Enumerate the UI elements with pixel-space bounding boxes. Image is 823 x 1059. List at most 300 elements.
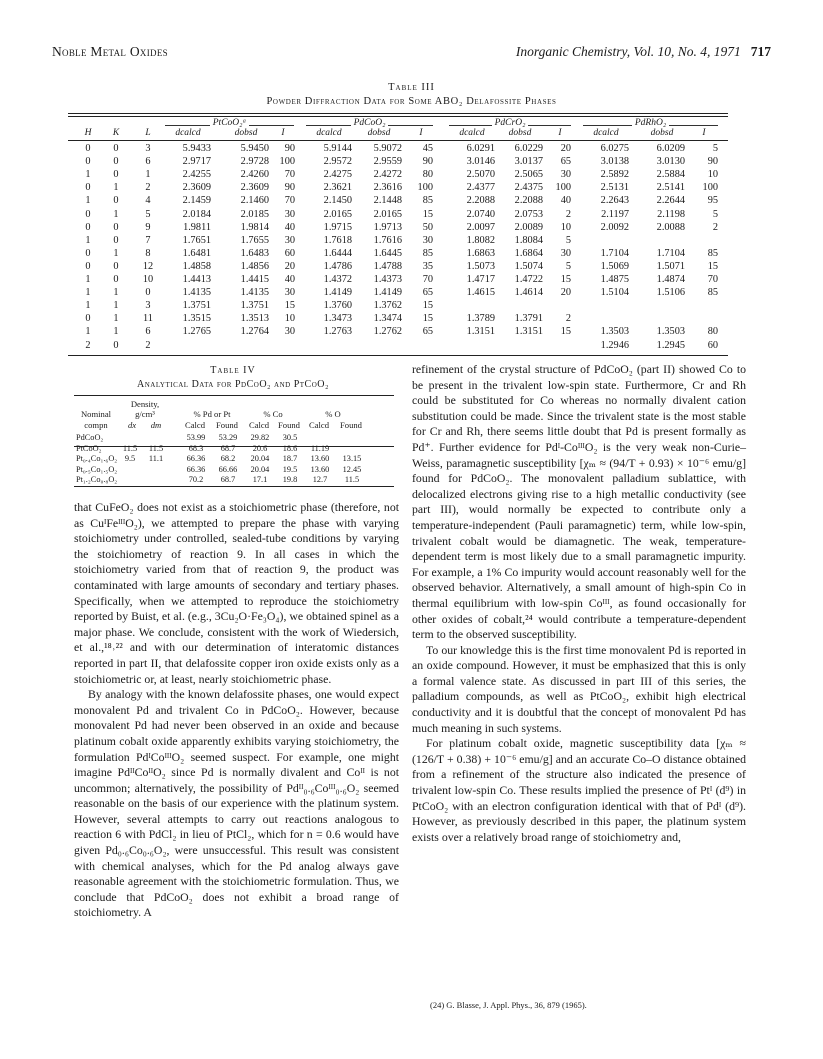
table3-cell: 2.0092 [600, 221, 629, 233]
table3-col-header-6: dcalcd [316, 128, 342, 138]
table3-cell: 1.6481 [182, 247, 211, 259]
table4-bottom-rule [74, 486, 394, 487]
table3-cell: 2.5070 [466, 169, 495, 181]
table3-cell: 8 [145, 247, 151, 259]
table3-cell: 2.9717 [182, 156, 211, 168]
table3-cell: 4 [145, 195, 151, 207]
table3-cell: 1.2946 [600, 339, 629, 351]
table3-cell: 60 [284, 247, 295, 259]
table3-cell: 1 [113, 182, 119, 194]
table3-cell: 2 [145, 182, 151, 194]
table3-cell: 1.3789 [466, 313, 495, 325]
table3-cell: 1 [113, 313, 119, 325]
table3-cell: 90 [707, 156, 718, 168]
table3-cell: 2.3609 [182, 182, 211, 194]
table4-cell: 66.66 [218, 464, 238, 474]
table3-cell: 6 [145, 326, 151, 338]
table3-cell: 2.4375 [514, 182, 543, 194]
table4-cell: 68.7 [220, 443, 236, 453]
table3-cell: 1.7104 [656, 247, 685, 259]
table4-cell: 11.1 [148, 454, 164, 463]
table3-col-header-13: dobsd [650, 128, 674, 138]
table4-label: Table IV [210, 365, 256, 376]
table3-cell: 1.5074 [514, 260, 543, 272]
table3-cell: 1.4135 [182, 287, 211, 299]
table3-cell: 100 [279, 156, 295, 168]
table3-cell: 2.5884 [656, 169, 685, 181]
table3-cell: 1.2764 [240, 326, 269, 338]
table4-cell: 9.5 [124, 454, 136, 463]
table3-cell: 0 [113, 195, 119, 207]
table3-cell: 2.1450 [323, 195, 352, 207]
table3-cell: 30 [284, 287, 295, 299]
table3-cell: 10 [284, 313, 295, 325]
right-text-column [412, 362, 746, 845]
table3-group-label-1: PdCoO₂ [306, 118, 433, 128]
table4-cell: 20.04 [250, 454, 270, 463]
table3-cell: 3.0146 [466, 156, 495, 168]
table4-head-found-3: Found [340, 420, 362, 430]
table3-header-rule [68, 140, 728, 141]
table3-cell: 7 [145, 234, 151, 246]
table3-cell: 2.4255 [182, 169, 211, 181]
table3-cell: 6.0291 [466, 143, 495, 154]
table3-cell: 1.3760 [323, 300, 352, 312]
table3-cell: 1.3473 [323, 313, 352, 325]
table4-cell: Pt₀.₄Co₁.₆O₂ [76, 454, 118, 463]
table4-cell: Pt₀.₅Co₁.₅O₂ [76, 464, 118, 474]
table3-cell: 1 [113, 247, 119, 259]
table3-cell: 50 [422, 221, 433, 233]
table4-cell: 12.45 [342, 464, 362, 474]
table3-cell: 1.3151 [466, 326, 495, 338]
right-paragraph-2: To our knowledge this is the first time monovalent Pd is reported in an oxide compound. However, it must be emphasized that this is only a formal valence state. As discussed in part III of this series, the palladium compounds, as well as PtCoO₂, exhibit high electrical conductivity and it is doubtful that the concept of monovalent Pd has much meaning in such systems. [412, 642, 746, 735]
table3-cell: 2.0165 [373, 208, 402, 220]
table3-col-header-14: I [702, 128, 706, 138]
table3-cell: 1.4858 [182, 260, 211, 272]
table4-head-o: % O [325, 409, 341, 419]
table3-cell: 2.1460 [240, 195, 269, 207]
table3-cell: 2.3616 [373, 182, 402, 194]
table3-cell: 2.2088 [514, 195, 543, 207]
table4-cell: PdCoO₂ [76, 433, 104, 442]
table3-cell: 15 [284, 300, 295, 312]
table3-cell: 6 [145, 156, 151, 168]
table3-cell: 1.6483 [240, 247, 269, 259]
table3-cell: 0 [85, 313, 91, 325]
table3-cell: 1.5071 [656, 260, 685, 272]
table3-cell: 70 [284, 169, 295, 181]
table3-cell: 15 [560, 274, 571, 285]
table3-cell: 2.2643 [600, 195, 629, 207]
table3-cell: 20 [560, 143, 571, 154]
table3-cell: 0 [113, 221, 119, 233]
table3-cell: 6.0229 [514, 143, 543, 154]
table3-cell: 3 [145, 300, 151, 312]
table3-cell: 30 [560, 247, 571, 259]
left-paragraph-2: By analogy with the known delafossite phases, one would expect monovalent Pd and trivalent Co in PdCoO₂. However, because monovalent Pd had never been observed in an oxide and because platinum cobalt oxide apparently exhibits varying stoichiometry, the formulation PdᴵCoᴵᴵᴵO₂ seemed suspect. For example, one might imagine PdᴵᴵCoᴵᴵO₂ since Pd is normally divalent and Coᴵᴵ is not uncommon; alternatively, the possibility of Pdᴵᴵ₀.₆Coᴵᴵᴵ₀.₆O₂ seemed reasonable on the basis of our experience with the platinum system. However, several attempts to carry out reactions analogous to reaction 6 with PdCl₂ in lieu of PtCl₂, which for n = 0.6 would have given Pd₀.₆Co₀.₆O₂, were unsuccessful. This result was consistent with chemical analyses, which for the Pd analog always gave reasonable agreement with the stoichiometric formulation. Thus, we conclude that PdCoO₂ does not exhibit a broad range of stoichiometry. A [74, 687, 399, 920]
table3-cell: 70 [422, 274, 433, 285]
table3-cell: 1.5104 [600, 287, 629, 299]
table3-cell: 1.4149 [323, 287, 352, 299]
table4-cell: 68.2 [220, 454, 236, 463]
table3-cell: 1 [85, 195, 91, 207]
table3-cell: 10 [560, 221, 571, 233]
table3-cell: 0 [85, 182, 91, 194]
table4-head-dm: dm [150, 420, 162, 430]
table3-cell: 1.7651 [182, 234, 211, 246]
table3-cell: 1.4413 [182, 274, 211, 285]
table3-cell: 15 [422, 300, 433, 312]
table3-cell: 20 [560, 287, 571, 299]
table3-cell: 2.1197 [601, 208, 629, 220]
table3-cell: 0 [85, 260, 91, 272]
table4-cell: 66.36 [186, 464, 206, 474]
table4-cell: 12.7 [312, 475, 328, 484]
table3-cell: 1.9715 [323, 221, 352, 233]
table3-cell: 2.3621 [323, 182, 352, 194]
table3-cell: 1.4149 [373, 287, 402, 299]
table3-cell: 2.4272 [373, 169, 402, 181]
table3-cell: 2.0088 [656, 221, 685, 233]
table3-cell: 1.4135 [240, 287, 269, 299]
table3-top-rule [68, 113, 728, 114]
header-section-title: Noble Metal Oxides [52, 44, 168, 59]
table3-cell: 1.2762 [373, 326, 402, 338]
table3-cell: 65 [422, 287, 433, 299]
table3-cell: 90 [284, 143, 295, 154]
table3-cell: 1 [85, 234, 91, 246]
table3-cell: 5 [712, 143, 718, 154]
table3-cell: 1 [85, 287, 91, 299]
table3-cell: 95 [707, 195, 718, 207]
table3-cell: 2.0097 [466, 221, 495, 233]
table3-cell: 1.3762 [373, 300, 402, 312]
table3-cell: 2.4275 [323, 169, 352, 181]
table3-cell: 20 [284, 260, 295, 272]
table3-cell: 1.6444 [323, 247, 352, 259]
table3-cell: 2.9559 [373, 156, 402, 168]
table3-cell: 1.4874 [656, 274, 685, 285]
table3-cell: 15 [707, 260, 718, 272]
table3-col-header-11: I [558, 128, 562, 138]
table3-cell: 70 [284, 195, 295, 207]
table3-cell: 90 [284, 182, 295, 194]
table3-cell: 0 [113, 143, 119, 154]
table3-col-header-8: I [419, 128, 423, 138]
table4-head-calcd-2: Calcd [248, 420, 270, 430]
table3-cell: 60 [707, 339, 718, 351]
table3-cell: 10 [142, 274, 154, 285]
table3-cell: 45 [422, 143, 433, 154]
right-paragraph-1: refinement of the crystal structure of PdCoO₂ (part II) showed Co to be present in the trivalent low-spin state. Furthermore, Cr and Rh could be substituted for Co whereas no normally divalent cation substitution could be made. Since the trivalent state is the most stable for Cr and Rh, there seems little doubt that Pd is present formally as Pd⁺. Further evidence for Pdᴵ-CoᴵᴵᴵO₂ is the very weak non-Curie–Weiss, paramagnetic susceptibility [χₘ ≈ (94/T + 0.93) × 10⁻⁶ emu/g] found for PdCoO₂. The monovalent palladium sublattice, with delocalized electrons giving rise to a high metallic conductivity (see part III), would normally be expected to contribute only a temperature-independent (Pauli paramagnetic) term, while low-spin, trivalent cobalt would be diamagnetic. The weak, temperature-dependent term is most likely due to a small paramagnetic impurity. For example, a 1% Co impurity would account reasonably well for the observed behavior. Alternatively, a small amount of high-spin Co in thermal equilibrium with low-spin Coᴵᴵᴵ, as found occasionally for other oxides of cobalt,²⁴ would contribute a temperature-dependent term to the observed susceptibility. [412, 362, 746, 642]
table4-cell: 68.3 [188, 443, 204, 453]
table3-cell: 2.0089 [514, 221, 543, 233]
table3-cell: 5.9072 [373, 143, 402, 154]
table4-top-rule [74, 395, 394, 396]
table3-cell: 1.5106 [656, 287, 685, 299]
table4-cell: 29.82 [250, 433, 270, 442]
table3-cell: 1.2945 [656, 339, 685, 351]
table3-cell: 2 [565, 208, 571, 220]
table3-cell: 2 [145, 339, 151, 351]
table3-cell: 0 [113, 339, 119, 351]
table3-cell: 2.5141 [656, 182, 685, 194]
table3-cell: 80 [707, 326, 718, 338]
table3-cell: 1.6864 [514, 247, 543, 259]
table4-cell: 20.04 [250, 464, 270, 474]
table3-cell: 30 [422, 234, 433, 246]
table4-cell: 66.36 [186, 454, 206, 463]
table4-cell: 70.2 [188, 475, 204, 484]
table3-cell: 0 [85, 221, 91, 233]
header-page-number: 717 [750, 44, 771, 59]
table3-cell: 1.4614 [514, 287, 543, 299]
table4-cell: 13.60 [310, 454, 330, 463]
table3-cell: 15 [422, 208, 433, 220]
table3-cell: 3 [145, 143, 151, 154]
right-paragraph-3: For platinum cobalt oxide, magnetic susceptibility data [χₘ ≈ (126/T + 0.38) + 10⁻⁶ emu/g] and an accurate Co–O distance obtained from a refinement of the structure also indicated the presence of trivalent low-spin Co. These results implied the presence of Ptᴵ (d⁹) in PtCoO₂ with an electron configuration identical with that of Pdᴵ (d⁹). However, as previously described in this paper, the platinum system exists over a relatively broad range of stoichiometry and, [412, 736, 746, 844]
table3-cell: 15 [560, 326, 571, 338]
table3-col-header-3: dcalcd [175, 128, 201, 138]
table3-cell: 2.1198 [657, 208, 685, 220]
table3-cell: 0 [113, 260, 119, 272]
table3-cell: 1.9811 [183, 221, 211, 233]
table3-cell: 2.4377 [466, 182, 495, 194]
table3-cell: 1.4615 [466, 287, 495, 299]
table3-cell: 0 [85, 208, 91, 220]
table3-cell: 2.5892 [600, 169, 629, 181]
table3-cell: 90 [422, 156, 433, 168]
table4-head-compn: compn [84, 420, 108, 430]
table3-cell: 1.3503 [656, 326, 685, 338]
table3-cell: 5.9433 [182, 143, 211, 154]
table3-caption: Powder Diffraction Data for Some ABO₂ Delafossite Phases [266, 96, 557, 107]
table3-cell: 12 [142, 260, 154, 272]
table3-cell: 30 [284, 208, 295, 220]
table4-cell: 68.7 [220, 475, 236, 484]
table3-cell: 1.4373 [373, 274, 402, 285]
table3-cell: 1.3513 [240, 313, 269, 325]
table3-cell: 3.0138 [600, 156, 629, 168]
table3-col-header-1: K [112, 128, 120, 138]
table4-head-gcm: g/cm³ [135, 409, 155, 419]
left-text-column [74, 500, 399, 921]
table3-cell: 5 [565, 260, 571, 272]
table3-cell: 1 [85, 300, 91, 312]
table3-cell: 1 [85, 274, 91, 285]
table3-cell: 1 [85, 169, 91, 181]
table4-cell: 11.5 [122, 443, 138, 453]
table3-group-label-0: PtCoO₂ᵃ [165, 118, 294, 128]
table3-cell: 85 [707, 287, 718, 299]
table3-cell: 2.0740 [466, 208, 495, 220]
table3-cell: 5.9450 [240, 143, 269, 154]
table3-cell: 1 [113, 287, 119, 299]
table4-head-calcd-3: Calcd [308, 420, 330, 430]
table3-cell: 1 [85, 326, 91, 338]
table3-cell: 1.9814 [240, 221, 269, 233]
table3-cell: 5 [145, 208, 151, 220]
table3-cell: 2.0184 [182, 208, 211, 220]
table3-cell: 0 [113, 169, 119, 181]
table3-cell: 1.7655 [240, 234, 269, 246]
left-paragraph-1: that CuFeO₂ does not exist as a stoichiometric phase (therefore, not as CuᴵFeᴵᴵᴵO₂), we attempted to prepare the phase with varying stoichiometry under controlled, sealed-tube conditions by varying the stoichiometry of reaction 9. In all cases in which the stoichiometry varied from that of reaction 9, the product was contaminated with large amounts of secondary and tertiary phases. Specifically, when we attempted to reproduce the stoichiometry reported by Buist, et al. (e.g., 3Cu₂O·Fe₃O₄), we obtained spinel as a major phase. We conclude, consistent with the work of Wiedersich, et al.,¹⁸˒²² and with our determination of interatomic distances reported in part II, that delafossite copper iron oxide exists only as a stoichiometric or, at least, nearly stoichiometric phase. [74, 500, 399, 686]
table3-bottom-rule [68, 355, 728, 356]
table3-col-header-9: dcalcd [459, 128, 485, 138]
table3-cell: 2.1459 [182, 195, 211, 207]
table3-top-rule-2 [68, 116, 728, 117]
table4-cell: Pt₁.₂Co₀.₈O₂ [76, 475, 118, 484]
table3-cell: 6.0275 [600, 143, 629, 154]
table4-cell: 17.1 [252, 475, 268, 484]
table3-cell: 2 [565, 313, 571, 325]
table3-cell: 2 [712, 221, 718, 233]
table3-cell: 40 [284, 274, 295, 285]
table4-head-calcd-1: Calcd [184, 420, 206, 430]
table3-cell: 1.5069 [600, 260, 629, 272]
table4-head-density: Density, [130, 399, 160, 409]
table4-cell: 18.6 [282, 443, 298, 453]
table3-cell: 1.3515 [182, 313, 211, 325]
table3-cell: 100 [417, 182, 433, 194]
table3-cell: 1 [113, 208, 119, 220]
table3-cell: 5 [565, 234, 571, 246]
table3-cell: 2.9572 [323, 156, 352, 168]
table3-cell: 2.2088 [466, 195, 495, 207]
table3-cell: 1.4788 [373, 260, 402, 272]
table4-cell: 13.60 [310, 464, 330, 474]
table3-cell: 85 [422, 247, 433, 259]
table4-cell: 11.5 [148, 443, 164, 453]
table3-cell: 1.3503 [600, 326, 629, 338]
table3-cell: 100 [702, 182, 718, 194]
table3-cell: 30 [560, 169, 571, 181]
table3-cell: 1.4722 [514, 274, 543, 285]
table3-cell: 0 [113, 274, 119, 285]
table3-col-header-0: H [84, 128, 92, 138]
table3-cell: 1.3474 [373, 313, 402, 325]
table3-cell: 1.2765 [182, 326, 211, 338]
table3-cell: 5 [712, 208, 718, 220]
table3-cell: 1.3151 [514, 326, 543, 338]
table3-cell: 1.9713 [373, 221, 402, 233]
table3-group-label-2: PdCrO₂ [449, 118, 571, 128]
table3-cell: 1.6863 [466, 247, 495, 259]
running-header [52, 44, 771, 62]
table3-cell: 11 [143, 313, 153, 325]
table4-head-nominal: Nominal [80, 409, 112, 419]
table3-cell: 1.4856 [240, 260, 269, 272]
table3-cell: 40 [284, 221, 295, 233]
table3-cell: 100 [555, 182, 571, 194]
table3-cell: 1.4875 [600, 274, 629, 285]
table3-col-header-2: L [145, 128, 151, 138]
table4-cell: 19.5 [282, 464, 298, 474]
table4-cell: PtCoO₂ [76, 443, 102, 453]
table3-cell: 2.0753 [514, 208, 543, 220]
table3-cell: 1.7618 [323, 234, 352, 246]
table4-cell: 13.15 [342, 454, 362, 463]
table3-cell: 65 [560, 156, 571, 168]
table3-cell: 0 [145, 287, 151, 299]
table4-cell: 11.5 [344, 475, 360, 484]
table3-cell: 0 [85, 247, 91, 259]
table4-cell: 53.29 [218, 433, 238, 442]
table3-label: Table III [388, 82, 435, 93]
table3-cell: 1.4786 [323, 260, 352, 272]
table3-cell: 9 [145, 221, 151, 233]
table3-cell: 80 [422, 169, 433, 181]
table3-cell: 1.3791 [514, 313, 543, 325]
table3-cell: 1 [113, 300, 119, 312]
table3-cell: 0 [113, 156, 119, 168]
table3-cell: 30 [284, 234, 295, 246]
table3-cell: 2.1448 [373, 195, 402, 207]
table4-head-pdpt: % Pd or Pt [193, 409, 231, 419]
table3-cell: 2.0165 [323, 208, 352, 220]
table3-cell: 3.0137 [514, 156, 543, 168]
table3-cell: 1 [113, 326, 119, 338]
table3-cell: 1.5073 [466, 260, 495, 272]
table4-cell: 53.99 [186, 433, 206, 442]
table3-cell: 2.9728 [240, 156, 269, 168]
table3-cell: 1 [145, 169, 151, 181]
table4-head-dx: dx [127, 420, 137, 430]
header-journal-info [516, 44, 771, 60]
table4-cell: 11.19 [310, 443, 330, 453]
table3-cell: 1.2763 [323, 326, 352, 338]
table3-col-header-4: dobsd [234, 128, 258, 138]
table4-head-co: % Co [263, 409, 283, 419]
table3-col-header-12: dcalcd [593, 128, 619, 138]
table4-head-found-2: Found [278, 420, 300, 430]
table4-cell: 20.6 [252, 443, 268, 453]
table3-cell: 1.4717 [466, 274, 495, 285]
table3-cell: 2.0185 [240, 208, 269, 220]
table3-col-header-10: dobsd [508, 128, 532, 138]
table3-cell: 1.7616 [373, 234, 402, 246]
table3-group-label-3: PdRhO₂ [583, 118, 718, 128]
table4-cell: 30.5 [282, 433, 298, 442]
table3-cell: 2.5131 [600, 182, 629, 194]
table3-cell: 0 [85, 156, 91, 168]
footnote-24: (24) G. Blasse, J. Appl. Phys., 36, 879 (1965). [430, 1000, 587, 1010]
table4-head-found-1: Found [216, 420, 238, 430]
table3-cell: 10 [707, 169, 718, 181]
table3-cell: 1.6445 [373, 247, 402, 259]
table3-cell: 2.5065 [514, 169, 543, 181]
table3-cell: 0 [113, 234, 119, 246]
table3-cell: 1.3751 [240, 300, 269, 312]
table3-cell: 0 [85, 143, 91, 154]
table3-cell: 40 [560, 195, 571, 207]
table3-col-header-7: dobsd [367, 128, 391, 138]
table3-cell: 1.3751 [182, 300, 211, 312]
table3-cell: 1.8082 [466, 234, 495, 246]
table3-cell: 2.4260 [240, 169, 269, 181]
table3-cell: 2.2644 [656, 195, 685, 207]
table3-cell: 85 [707, 247, 718, 259]
table3-cell: 15 [422, 313, 433, 325]
table3-cell: 1.8084 [514, 234, 543, 246]
table3-cell: 65 [422, 326, 433, 338]
table3-cell: 5.9144 [323, 143, 352, 154]
table3-cell: 35 [422, 260, 433, 272]
table3-cell: 70 [707, 274, 718, 285]
table3-cell: 1.4415 [240, 274, 269, 285]
table4-cell: 18.7 [282, 454, 298, 463]
